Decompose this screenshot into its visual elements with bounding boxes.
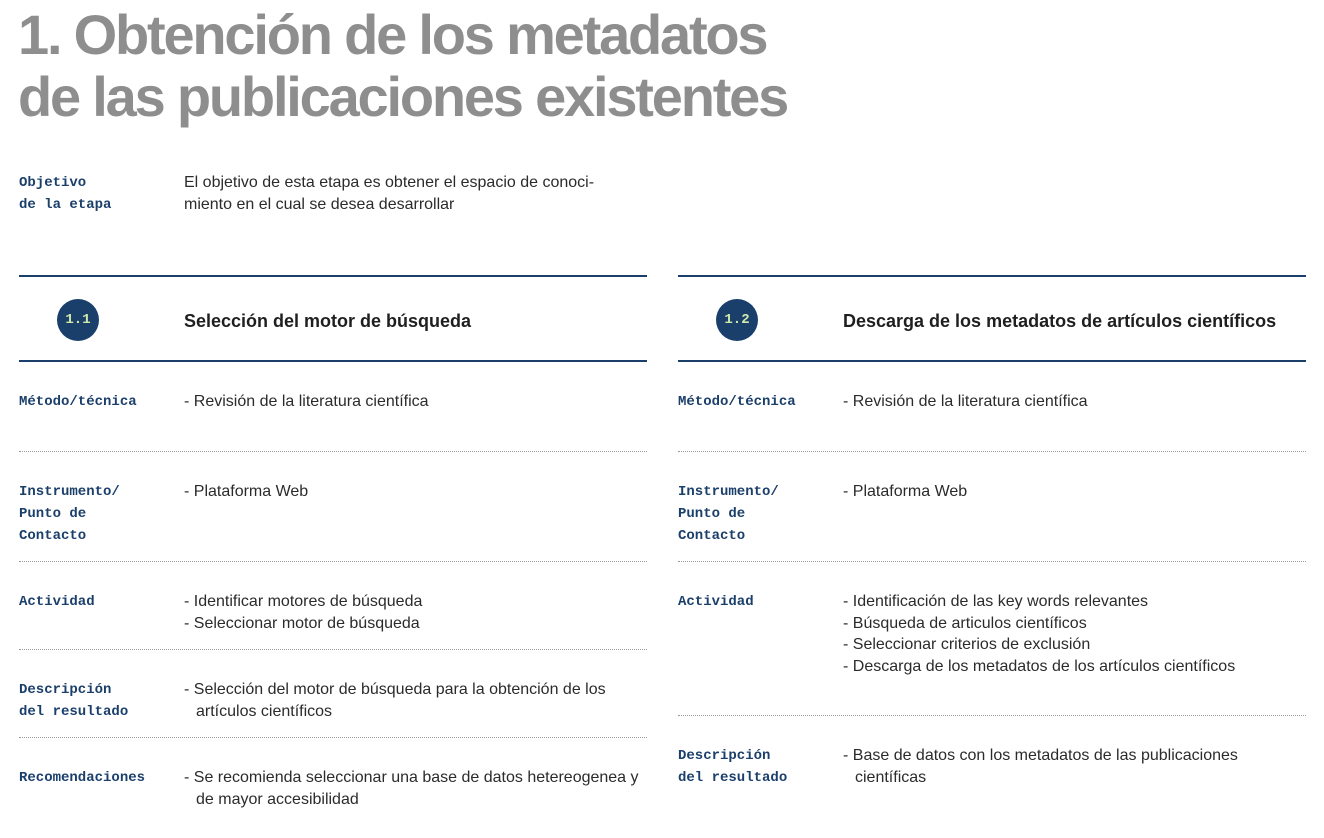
metodo-row — [19, 362, 647, 452]
descripcion-item: - Base de datos con los metadatos de las publicaciones científicas — [843, 747, 1238, 786]
actividad-item: - Identificar motores de búsqueda — [184, 593, 423, 610]
actividad-item: - Identificación de las key words relevantes — [843, 593, 1149, 610]
objective-text — [184, 172, 654, 215]
step-1-2-panel — [678, 275, 1306, 816]
metodo-row — [678, 362, 1306, 452]
objective-label-line-1: Objetivo — [19, 175, 87, 191]
descripcion-row — [678, 716, 1306, 816]
descripcion-item: - Selección del motor de búsqueda para la obtención de los artículos científicos — [184, 681, 606, 720]
instrumento-value — [184, 481, 654, 503]
instrumento-label-line: Punto de — [19, 506, 87, 522]
metodo-value — [843, 391, 1313, 413]
instrumento-item: - Plataforma Web — [843, 483, 968, 500]
actividad-item: - Búsqueda de articulos científicos — [843, 614, 1087, 632]
step-title: Descarga de los metadatos de artículos científicos — [843, 311, 1277, 331]
instrumento-item: - Plataforma Web — [184, 483, 309, 500]
objective-label-line-2: de la etapa — [19, 197, 112, 213]
recomendaciones-row — [19, 738, 647, 828]
step-title: Selección del motor de búsqueda — [184, 311, 472, 331]
instrumento-label-line: Contacto — [19, 528, 87, 544]
step-1-1-panel — [19, 275, 647, 828]
page-title — [18, 4, 787, 128]
page-title-line-2: de las publicaciones existentes — [18, 65, 788, 128]
objective-text-line-2: miento en el cual se desea desarrollar — [184, 195, 455, 213]
actividad-item: - Seleccionar criterios de exclusión — [843, 636, 1091, 653]
actividad-item: - Descarga de los metadatos de los artículos científicos — [843, 657, 1236, 675]
descripcion-row — [19, 650, 647, 738]
metodo-label: Método/técnica — [678, 394, 796, 410]
descripcion-label-line: del resultado — [678, 770, 788, 786]
objective-label — [19, 172, 169, 216]
descripcion-label-line: del resultado — [19, 704, 129, 720]
descripcion-label — [678, 745, 838, 789]
actividad-row — [19, 562, 647, 650]
descripcion-value — [843, 745, 1313, 788]
page-title-line-1: 1. Obtención de los metadatos — [18, 3, 767, 66]
actividad-row — [678, 562, 1306, 716]
metodo-label: Método/técnica — [19, 394, 137, 410]
objective-text-line-1: El objetivo de esta etapa es obtener el espacio de conoci- — [184, 174, 595, 191]
instrumento-label-line: Instrumento/ — [678, 484, 779, 500]
descripcion-label-line: Descripción — [678, 748, 771, 764]
actividad-label: Actividad — [678, 594, 754, 610]
instrumento-label — [19, 481, 179, 547]
descripcion-label-line: Descripción — [19, 682, 112, 698]
instrumento-label-line: Instrumento/ — [19, 484, 120, 500]
descripcion-value — [184, 679, 654, 722]
instrumento-value — [843, 481, 1313, 503]
actividad-value — [843, 591, 1313, 677]
metodo-item: - Revisión de la literatura científica — [184, 393, 429, 410]
step-header — [678, 275, 1306, 362]
step-number-badge: 1.1 — [57, 299, 99, 341]
actividad-label: Actividad — [19, 594, 95, 610]
instrumento-label-line: Contacto — [678, 528, 746, 544]
metodo-item: - Revisión de la literatura científica — [843, 393, 1088, 410]
metodo-value — [184, 391, 654, 413]
step-number-badge: 1.2 — [716, 299, 758, 341]
instrumento-row — [678, 452, 1306, 562]
step-header — [19, 275, 647, 362]
descripcion-label — [19, 679, 179, 723]
actividad-item: - Seleccionar motor de búsqueda — [184, 614, 420, 632]
actividad-value — [184, 591, 654, 634]
instrumento-label-line: Punto de — [678, 506, 746, 522]
instrumento-label — [678, 481, 838, 547]
recomendaciones-item: - Se recomienda seleccionar una base de datos hetereogenea y de mayor accesibilidad — [184, 769, 639, 808]
recomendaciones-value — [184, 767, 654, 810]
recomendaciones-label: Recomendaciones — [19, 770, 146, 786]
instrumento-row — [19, 452, 647, 562]
